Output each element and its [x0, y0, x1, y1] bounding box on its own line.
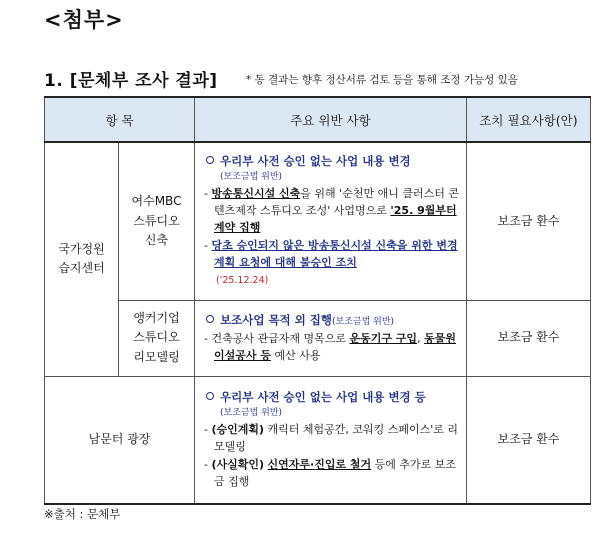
header-action: 조치 필요사항(안) — [467, 97, 591, 142]
legal-note: (보조금법 위반) — [220, 408, 283, 419]
detail-text: 예산 사용 — [270, 348, 321, 362]
circle-bullet-icon — [206, 315, 214, 323]
dash: - — [204, 187, 212, 201]
violation-cell — [195, 300, 467, 376]
dash: - — [204, 239, 212, 253]
group-name-line: 습지센터 — [58, 261, 105, 276]
dash: - — [204, 458, 212, 472]
detail-bold: (승인계획) — [211, 423, 265, 437]
inspection-results-table — [44, 96, 591, 505]
header-violation: 주요 위반 사항 — [195, 97, 467, 142]
action-cell: 보조금 환수 — [467, 300, 591, 376]
subitem-line: 리모델링 — [133, 349, 180, 364]
detail-date: ('25.12.24) — [216, 275, 269, 287]
subitem-line: 앵커기업 — [133, 311, 180, 326]
detail-underline: 동물원 이설공사 등 — [214, 331, 456, 362]
detail-line — [202, 456, 459, 490]
detail-underline: 방송통신시설 신축 — [211, 187, 301, 201]
detail-text: 을 위해 '순천만 애니 클러스터 콘텐츠제작 스튜디오 조성' 사업명으로 — [214, 187, 459, 218]
detail-text: , — [417, 331, 425, 345]
group-name-cell: 남문터 광장 — [45, 376, 195, 504]
group-name-line: 국가정원 — [58, 242, 105, 257]
detail-line — [202, 185, 459, 236]
circle-bullet-icon — [206, 392, 214, 400]
violation-cell — [195, 376, 467, 504]
main-bullet-text: 우리부 사전 승인 없는 사업 내용 변경 등 — [220, 390, 426, 405]
table-row — [45, 376, 591, 504]
detail-underline: 운동기구 구입 — [349, 331, 418, 345]
detail-text: 캐릭터 체험공간, 코워킹 스페이스'로 리모델링 — [214, 423, 459, 454]
subitem-cell — [119, 300, 195, 376]
table-row — [45, 142, 591, 300]
section-note: * 동 결과는 향후 정산서류 검토 등을 통해 조정 가능성 있음 — [246, 74, 518, 86]
subitem-line: 스튜디오 — [133, 213, 180, 228]
subitem-line: 스튜디오 — [133, 330, 180, 345]
legal-note: (보조금법 위반) — [332, 316, 395, 327]
detail-line — [202, 330, 459, 364]
detail-text: 등에 추가로 보조금 집행 — [214, 458, 457, 489]
header-item: 항 목 — [45, 97, 195, 142]
detail-line — [202, 237, 459, 289]
detail-line — [202, 421, 459, 455]
main-bullet-text: 우리부 사전 승인 없는 사업 내용 변경 — [220, 154, 411, 169]
main-bullet-text: 보조사업 목적 외 집행 — [220, 312, 332, 327]
main-bullet — [202, 389, 459, 407]
subitem-line: 여수MBC — [131, 194, 182, 209]
table-header-row — [45, 97, 591, 142]
circle-bullet-icon — [206, 156, 214, 164]
source-note: ※출처 : 문체부 — [44, 507, 121, 521]
subitem-cell — [119, 142, 195, 300]
page-heading: <첨부> — [44, 8, 124, 32]
action-cell: 보조금 환수 — [467, 376, 591, 504]
main-bullet — [202, 153, 459, 171]
legal-note: (보조금법 위반) — [220, 172, 283, 183]
detail-underline: 신연자루·진입로 철거 — [267, 458, 372, 472]
violation-cell — [195, 142, 467, 300]
detail-text: - 건축공사 관급자재 명목으로 — [204, 331, 350, 345]
detail-bold: (사실확인) — [211, 458, 265, 472]
main-bullet — [202, 312, 459, 330]
detail-underline-blue: 당초 승인되지 않은 방송통신시설 신축을 위한 변경계획 요청에 대해 불승인 조치 — [211, 239, 458, 270]
dash: - — [204, 423, 212, 437]
table-row — [45, 300, 591, 376]
group-name-cell — [45, 142, 119, 376]
section-title: 1. [문체부 조사 결과] — [44, 71, 218, 91]
subitem-line: 신축 — [144, 232, 169, 247]
detail-underline: '25. 9월부터 계약 집행 — [214, 204, 457, 235]
action-cell: 보조금 환수 — [467, 142, 591, 300]
